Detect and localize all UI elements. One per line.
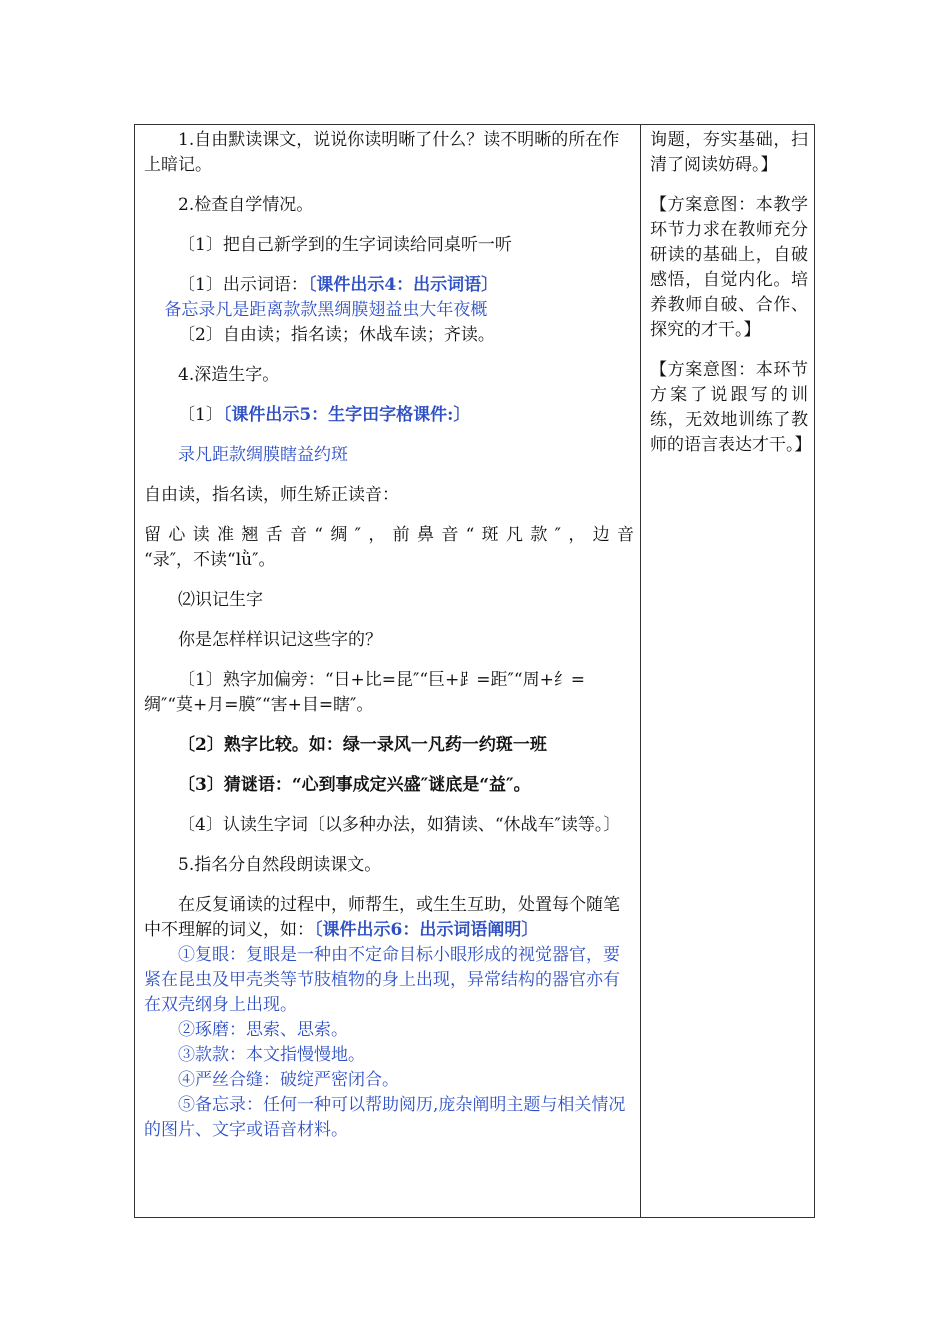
show-words-line	[144, 273, 634, 298]
courseware-4: 〔课件出示4：出示词语〕	[307, 275, 499, 295]
definition-2: ②琢磨：思索、思索。	[178, 1020, 348, 1040]
definition-4: ④严丝合缝：破绽严密闭合。	[178, 1070, 399, 1090]
method-riddle: 〔3〕猜谜语：“心到事成定兴盛″谜底是“益″。	[178, 775, 531, 795]
column-divider	[640, 124, 641, 1218]
step-5: 5.指名分自然段朗读课文。	[178, 855, 382, 875]
method-radicals: 〔1〕熟字加偏旁：“日+比=昆″“巨+⻊=距″“周+纟=绸″“莫+月=膜″“害+目=瞎″。	[144, 670, 586, 715]
step-2: 2.检查自学情况。	[178, 195, 314, 215]
method-read-words: 〔4〕认读生字词〔以多种办法，如猜读、“休战车″读等。〕	[178, 815, 621, 835]
intent-continuation: 询题，夯实基础，扫清了阅读妨碍。】	[650, 130, 808, 175]
method-compare: 〔2〕熟字比较。如：绿一录风一凡药一约斑一班	[178, 735, 547, 755]
read-aloud-note: 自由读，指名读，师生矫正读音：	[144, 485, 399, 505]
step-2-2: 〔2〕自由读；指名读；休战车读；齐读。	[178, 325, 495, 345]
step-4: 4.深造生字。	[178, 365, 280, 385]
char-list: 录凡距款绸膜瞎益约斑	[178, 445, 348, 465]
show-words-label: 〔1〕出示词语：	[178, 275, 308, 295]
word-list: 备忘录凡是距离款款黑绸膜翅益虫大年夜概	[164, 300, 488, 320]
step-4-1	[144, 403, 634, 428]
step-memorize: ⑵识记生字	[178, 590, 263, 610]
lesson-content-column	[144, 128, 634, 1143]
definition-1: ①复眼：复眼是一种由不定命目标小眼形成的视觉器官，要紧在昆虫及甲壳类等节肢植物的身上出现，异常结构的器官亦有在双壳纲身上出现。	[144, 945, 620, 1015]
step-1: 1.自由默读课文，说说你读明晰了什么？读不明晰的所在作上暗记。	[144, 130, 620, 175]
definition-3: ③款款：本文指慢慢地。	[178, 1045, 365, 1065]
explain-words-text: 在反复诵读的过程中，师帮生，或生生互助，处置每个随笔中不理解的词义，如：	[144, 895, 620, 940]
pronunciation-note	[144, 523, 634, 573]
step-2-1: 〔1〕把自己新学到的生字词读给同桌听一听	[178, 235, 512, 255]
pronunciation-line-1: 留心读准翘舌音“绸″，前鼻音“斑凡款″，边音	[144, 525, 634, 545]
design-intent-column	[650, 128, 812, 473]
pronunciation-line-2: “录″，不读“lǜ″。	[144, 550, 276, 570]
courseware-5: 〔课件出示5：生字田字格课件:〕	[222, 405, 471, 425]
courseware-6: 〔课件出示6：出示词语阐明〕	[314, 920, 539, 940]
explain-words-intro	[144, 893, 634, 943]
definition-5: ⑤备忘录：任何一种可以帮助阅历,庞杂阐明主题与相关情况的图片、文字或语音材料。	[144, 1095, 626, 1140]
intent-3: 【方案意图：本环节方案了说跟写的训练，无效地训练了教师的语言表达才干。】	[650, 360, 812, 455]
question-memorize: 你是怎样样识记这些字的？	[178, 630, 382, 650]
step-4-1-label: 〔1〕	[178, 405, 223, 425]
intent-2: 【方案意图：本教学环节力求在教师充分研读的基础上，自破感悟，自觉内化。培养教师自破、合作、探究的才干。】	[650, 195, 808, 340]
